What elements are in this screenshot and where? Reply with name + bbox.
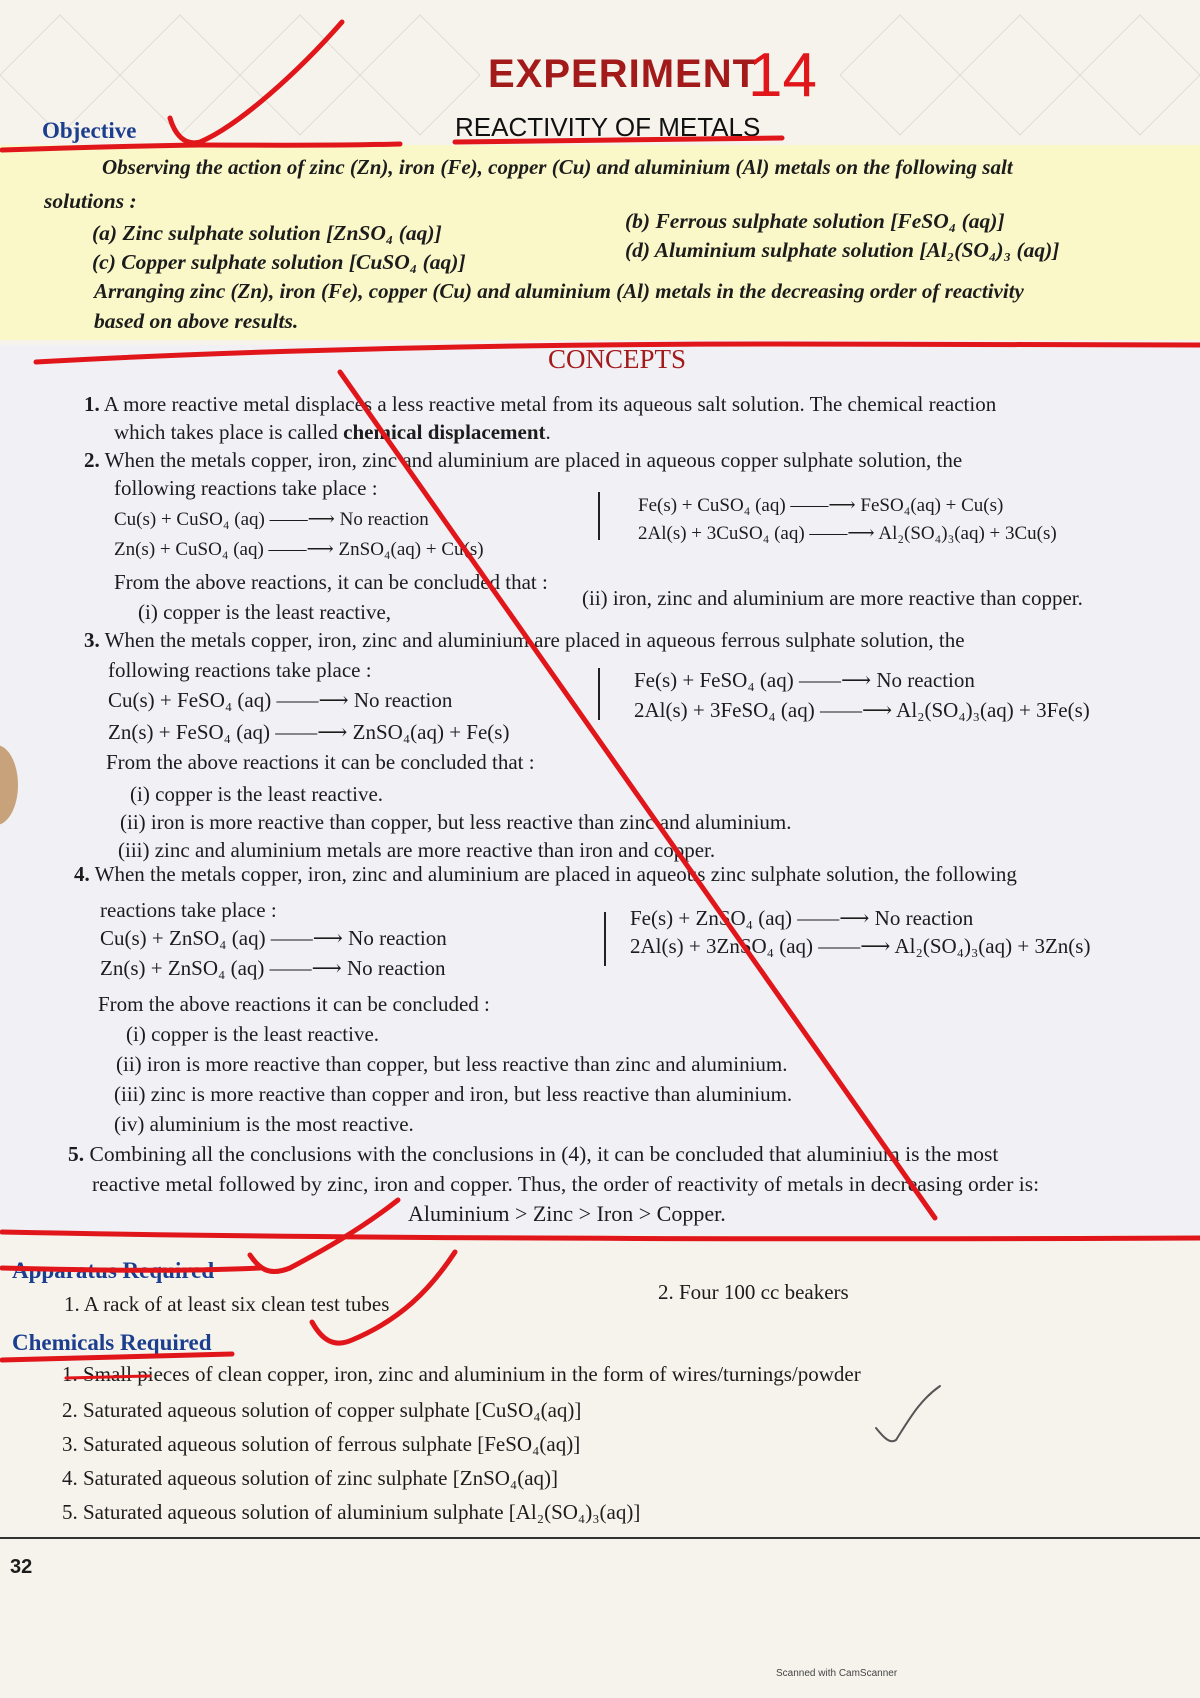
concept-2-conclusion: From the above reactions, it can be concluded that :	[114, 570, 548, 594]
concept-4-line2: reactions take place :	[100, 898, 277, 922]
title-underline	[455, 138, 782, 142]
concept-1-number: 1.	[84, 392, 100, 416]
concept-3-number: 3.	[84, 628, 100, 652]
concept-2-point-i: (i) copper is the least reactive,	[138, 600, 392, 624]
reactivity-order: Aluminium > Zinc > Iron > Copper.	[408, 1201, 726, 1226]
chemicals-strike	[66, 1376, 150, 1378]
objective-checkmark	[170, 22, 342, 143]
objective-underline	[2, 144, 400, 150]
reaction-al-feso4: 2Al(s) + 3FeSO₄ (aq) ——⟶ Al₂(SO₄)₃(aq) + 3Fe(s)	[634, 698, 1090, 722]
concept-3-line1: When the metals copper, iron, zinc and aluminium are placed in aqueous ferrous sulphate solution, the	[104, 628, 965, 652]
reaction-zn-znso4: Zn(s) + ZnSO₄ (aq) ——⟶ No reaction	[100, 956, 446, 980]
concepts-bottom-line	[2, 1232, 1200, 1239]
concept-4-point-i: (i) copper is the least reactive.	[126, 1022, 380, 1046]
concept-1-line1: A more reactive metal displaces a less reactive metal from its aqueous salt solution. The chemical reaction	[103, 392, 997, 416]
objective-intro-line2: solutions :	[44, 189, 137, 213]
reaction-cu-znso4: Cu(s) + ZnSO₄ (aq) ——⟶ No reaction	[100, 926, 447, 950]
chemicals-heading: Chemicals Required	[12, 1330, 212, 1355]
experiment-label: EXPERIMENT	[488, 52, 759, 96]
chemicals-item-2: 2. Saturated aqueous solution of copper sulphate [CuSO₄(aq)]	[62, 1398, 582, 1422]
handwritten-number: 14	[748, 41, 817, 110]
objective-item-b: (b) Ferrous sulphate solution [FeSO₄ (aq)]	[625, 209, 1005, 233]
reaction-zn-cuso4: Zn(s) + CuSO₄ (aq) ——⟶ ZnSO₄(aq) + Cu(s)	[114, 539, 484, 560]
reaction-zn-feso4: Zn(s) + FeSO₄ (aq) ——⟶ ZnSO₄(aq) + Fe(s)	[108, 720, 510, 744]
objective-intro-line1: Observing the action of zinc (Zn), iron (Fe), copper (Cu) and aluminium (Al) metals on the following salt	[102, 155, 1013, 179]
concepts-heading: CONCEPTS	[548, 344, 687, 374]
objective-heading: Objective	[42, 118, 137, 143]
concept-3-point-ii: (ii) iron is more reactive than copper, but less reactive than zinc and aluminium.	[120, 810, 792, 834]
concept-4-point-ii: (ii) iron is more reactive than copper, but less reactive than zinc and aluminium.	[116, 1052, 788, 1076]
concept-2-line1: When the metals copper, iron, zinc and aluminium are placed in aqueous copper sulphate solution, the	[104, 448, 963, 472]
reaction-cu-feso4: Cu(s) + FeSO₄ (aq) ——⟶ No reaction	[108, 688, 453, 712]
chemicals-checkmark	[312, 1252, 455, 1343]
chemicals-underline	[2, 1354, 232, 1360]
concept-2-line2: following reactions take place :	[114, 476, 378, 500]
concept-5-line1: Combining all the conclusions with the conclusions in (4), it can be concluded that aluminium is the most	[89, 1142, 999, 1166]
reaction-fe-znso4: Fe(s) + ZnSO₄ (aq) ——⟶ No reaction	[630, 906, 974, 930]
concept-4-point-iv: (iv) aluminium is the most reactive.	[114, 1112, 414, 1136]
objective-item-c: (c) Copper sulphate solution [CuSO₄ (aq)]	[92, 250, 466, 274]
scanner-watermark: Scanned with CamScanner	[776, 1668, 898, 1679]
page-title: REACTIVITY OF METALS	[455, 112, 761, 142]
chemicals-item-5: 5. Saturated aqueous solution of aluminium sulphate [Al₂(SO₄)₃(aq)]	[62, 1500, 641, 1524]
reaction-al-cuso4: 2Al(s) + 3CuSO₄ (aq) ——⟶ Al₂(SO₄)₃(aq) + 3Cu(s)	[638, 523, 1057, 544]
concepts-strike-diagonal	[340, 372, 935, 1218]
chemical-displacement-term: chemical displacement	[343, 420, 546, 444]
chemicals-item-4: 4. Saturated aqueous solution of zinc sulphate [ZnSO₄(aq)]	[62, 1466, 559, 1490]
concept-4-number: 4.	[74, 862, 90, 886]
concept-5-number: 5.	[68, 1142, 85, 1166]
concept-4-line1: When the metals copper, iron, zinc and aluminium are placed in aqueous zinc sulphate solution, the following	[94, 862, 1017, 886]
objective-arrange-line2: based on above results.	[94, 309, 299, 333]
chemicals-item-3: 3. Saturated aqueous solution of ferrous sulphate [FeSO₄(aq)]	[62, 1432, 581, 1456]
objective-item-d: (d) Aluminium sulphate solution [Al₂(SO₄)₃ (aq)]	[625, 238, 1060, 262]
concepts-top-line	[36, 344, 1200, 362]
apparatus-underline	[2, 1268, 260, 1270]
objective-item-a: (a) Zinc sulphate solution [ZnSO₄ (aq)]	[92, 221, 442, 245]
concept-3-point-i: (i) copper is the least reactive.	[130, 782, 384, 806]
concept-5-line2: reactive metal followed by zinc, iron and copper. Thus, the order of reactivity of metals in decreasing order is:	[92, 1172, 1040, 1196]
concept-1-line2-text: which takes place is called	[114, 420, 344, 444]
concept-4-point-iii: (iii) zinc is more reactive than copper and iron, but less reactive than aluminium.	[114, 1082, 793, 1106]
apparatus-item-1: 1. A rack of at least six clean test tubes	[64, 1292, 390, 1316]
chemicals-item-1: 1. Small pieces of clean copper, iron, zinc and aluminium in the form of wires/turnings/powder	[62, 1362, 861, 1386]
page-number: 32	[10, 1556, 33, 1578]
concept-2-point-ii: (ii) iron, zinc and aluminium are more reactive than copper.	[582, 586, 1083, 610]
concept-2-number: 2.	[84, 448, 100, 472]
concept-3-conclusion: From the above reactions it can be concluded that :	[106, 750, 535, 774]
concept-3-line2: following reactions take place :	[108, 658, 372, 682]
reaction-al-znso4: 2Al(s) + 3ZnSO₄ (aq) ——⟶ Al₂(SO₄)₃(aq) + 3Zn(s)	[630, 934, 1091, 958]
concept-4-conclusion: From the above reactions it can be concluded :	[98, 992, 490, 1016]
apparatus-item-2: 2. Four 100 cc beakers	[658, 1280, 849, 1304]
concept-3-point-iii: (iii) zinc and aluminium metals are more reactive than iron and copper.	[118, 838, 716, 862]
apparatus-heading: Apparatus Required	[12, 1258, 215, 1283]
objective-arrange-line1: Arranging zinc (Zn), iron (Fe), copper (Cu) and aluminium (Al) metals in the decreasing order of reactivity	[94, 279, 1024, 303]
reaction-fe-feso4: Fe(s) + FeSO₄ (aq) ——⟶ No reaction	[634, 668, 975, 692]
pencil-tick	[876, 1386, 940, 1441]
reaction-fe-cuso4: Fe(s) + CuSO₄ (aq) ——⟶ FeSO₄(aq) + Cu(s)	[638, 495, 1004, 516]
reaction-cu-cuso4: Cu(s) + CuSO₄ (aq) ——⟶ No reaction	[114, 509, 429, 530]
concept-1-line2-end: .	[545, 420, 551, 444]
